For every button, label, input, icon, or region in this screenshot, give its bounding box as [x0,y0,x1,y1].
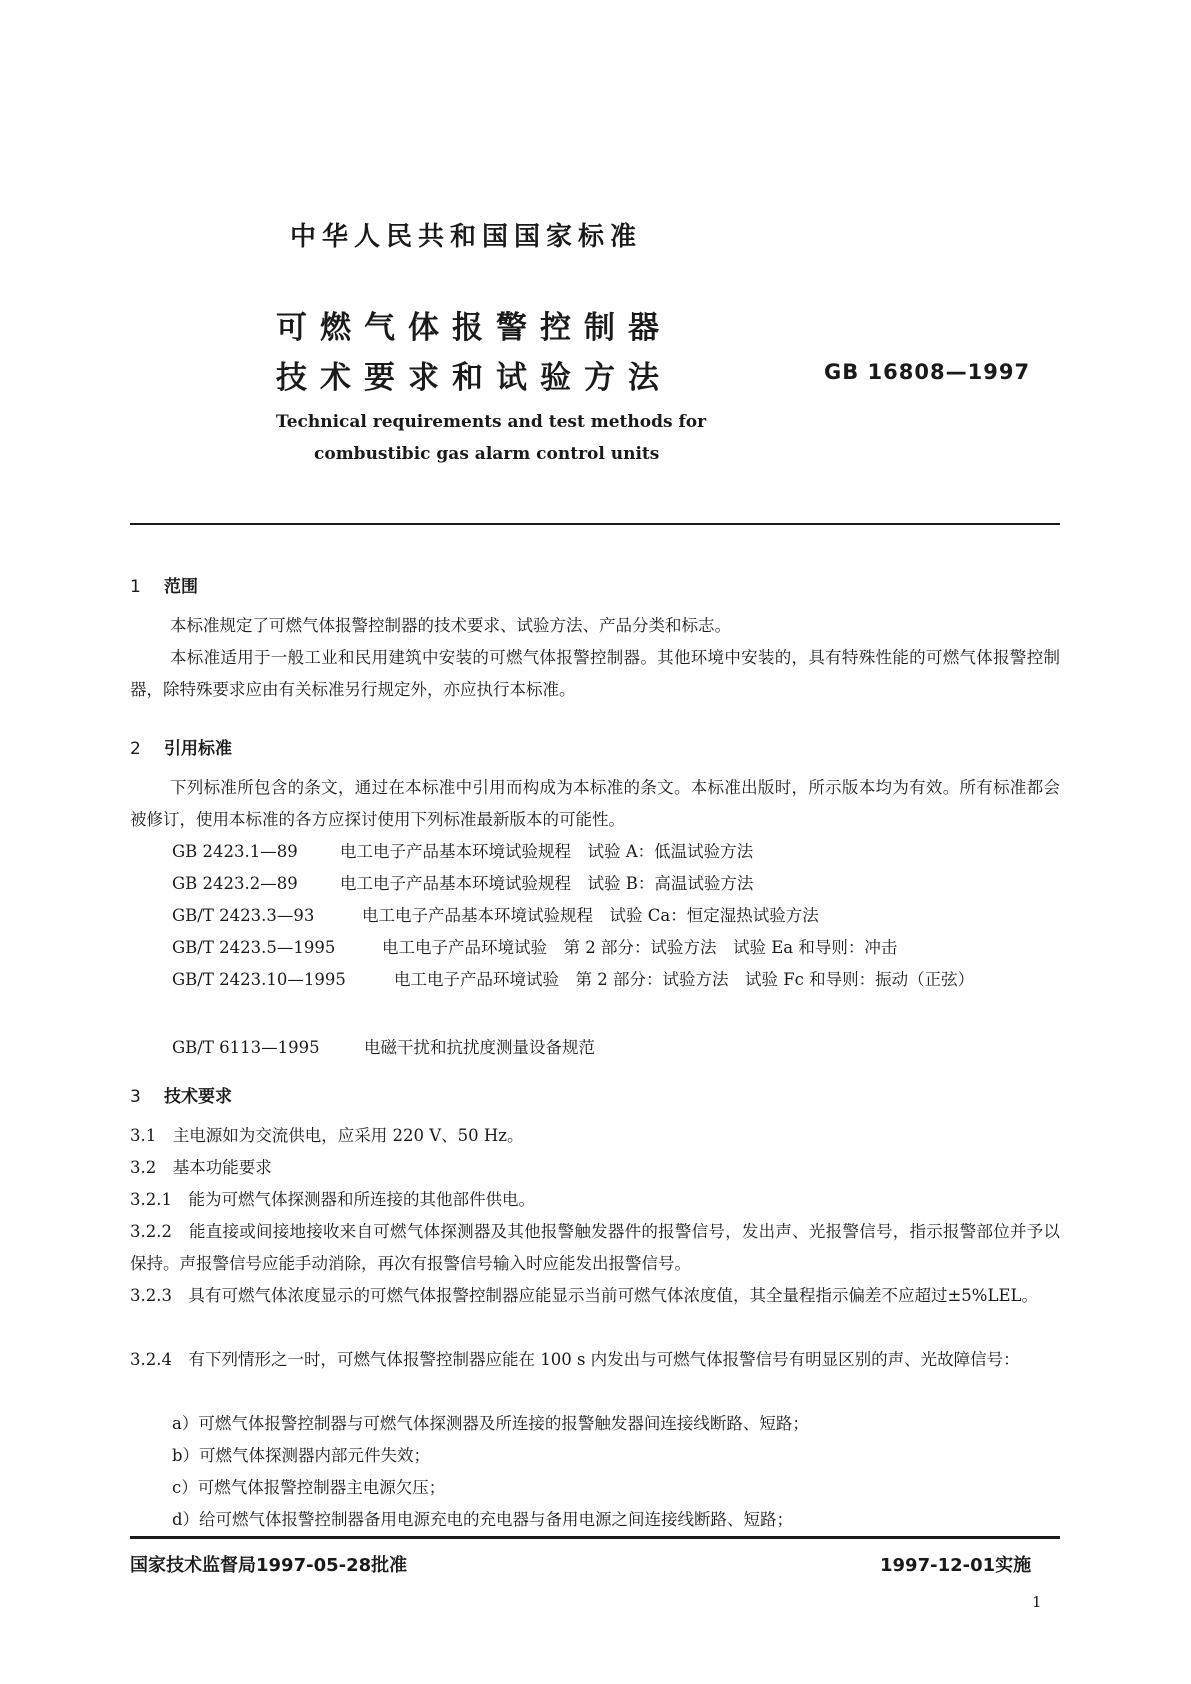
national-standard-label: 中华人民共和国国家标准 [290,222,643,252]
section-number: 3 [130,1087,141,1107]
section-2-intro: 下列标准所包含的条文，通过在本标准中引用而构成为本标准的条文。本标准出版时，所示版本均为有效。所有标准都会被修订，使用本标准的各方应探讨使用下列标准最新版本的可能性。 [130,778,1060,829]
implementation-date: 1997-12-01实施 [880,1555,1032,1576]
reference-row [172,836,1060,868]
list-item: b）可燃气体探测器内部元件失效； [172,1446,431,1465]
reference-code: GB 2423.2—89 [172,874,298,893]
list-item: d）给可燃气体报警控制器备用电源充电的充电器与备用电源之间连接线断路、短路； [172,1510,794,1529]
clause-3-2-3: 3.2.3 具有可燃气体浓度显示的可燃气体报警控制器应能显示当前可燃气体浓度值，其全量程指示偏差不应超过±5%LEL。 [130,1286,1038,1305]
reference-row [172,932,1060,964]
reference-row [172,964,1060,996]
english-title-line1: Technical requirements and test methods for [276,412,707,432]
section-1-heading [130,572,198,597]
document-title-line2: 技术要求和试验方法 [276,360,672,396]
section-title: 引用标准 [164,739,232,759]
clause-3-2-4: 3.2.4 有下列情形之一时，可燃气体报警控制器应能在 100 s 内发出与可燃气体报警信号有明显区别的声、光故障信号： [130,1350,1020,1369]
section-3-heading [130,1082,232,1107]
document-title-line1: 可燃气体报警控制器 [276,310,672,346]
reference-title: 电工电子产品环境试验 第 2 部分：试验方法 试验 Ea 和导则：冲击 [382,938,898,957]
section-2-heading [130,734,232,759]
list-item: c）可燃气体报警控制器主电源欠压； [172,1478,446,1497]
header-divider [130,523,1060,525]
section-1-paragraph-1: 本标准规定了可燃气体报警控制器的技术要求、试验方法、产品分类和标志。 [170,616,731,635]
section-number: 1 [130,577,141,597]
approval-line: 国家技术监督局1997-05-28批准 [130,1555,408,1576]
reference-row [172,868,1060,900]
clause-3-2: 3.2 基本功能要求 [130,1158,272,1177]
reference-title: 电工电子产品环境试验 第 2 部分：试验方法 试验 Fc 和导则：振动（正弦） [394,970,975,989]
reference-row [172,900,1060,932]
section-title: 范围 [164,577,198,597]
reference-code: GB/T 6113—1995 [172,1038,320,1057]
clause-3-2-2: 3.2.2 能直接或间接地接收来自可燃气体探测器及其他报警触发器件的报警信号，发出声、光报警信号，指示报警部位并予以保持。声报警信号应能手动消除，再次有报警信号输入时应能发出报警信号。 [130,1222,1060,1273]
clause-3-2-1: 3.2.1 能为可燃气体探测器和所连接的其他部件供电。 [130,1190,535,1209]
reference-title: 电磁干扰和抗扰度测量设备规范 [364,1038,595,1057]
section-1-paragraph-2: 本标准适用于一般工业和民用建筑中安装的可燃气体报警控制器。其他环境中安装的，具有特殊性能的可燃气体报警控制器，除特殊要求应由有关标准另行规定外，亦应执行本标准。 [130,648,1060,699]
section-title: 技术要求 [164,1087,232,1107]
reference-code: GB/T 2423.5—1995 [172,938,336,957]
reference-title: 电工电子产品基本环境试验规程 试验 Ca：恒定湿热试验方法 [362,906,819,925]
reference-code: GB/T 2423.3—93 [172,906,315,925]
reference-row [172,1032,1060,1064]
reference-title: 电工电子产品基本环境试验规程 试验 B：高温试验方法 [340,874,754,893]
standard-number: GB 16808—1997 [824,360,1031,384]
list-item: a）可燃气体报警控制器与可燃气体探测器及所连接的报警触发器间连接线断路、短路； [172,1414,809,1433]
reference-title: 电工电子产品基本环境试验规程 试验 A：低温试验方法 [340,842,754,861]
reference-code: GB 2423.1—89 [172,842,298,861]
page-number: 1 [1032,1593,1042,1611]
english-title-line2: combustibic gas alarm control units [314,444,660,464]
footer-divider [130,1536,1060,1539]
reference-code: GB/T 2423.10—1995 [172,970,346,989]
section-number: 2 [130,739,141,759]
clause-3-1: 3.1 主电源如为交流供电，应采用 220 V、50 Hz。 [130,1126,524,1145]
